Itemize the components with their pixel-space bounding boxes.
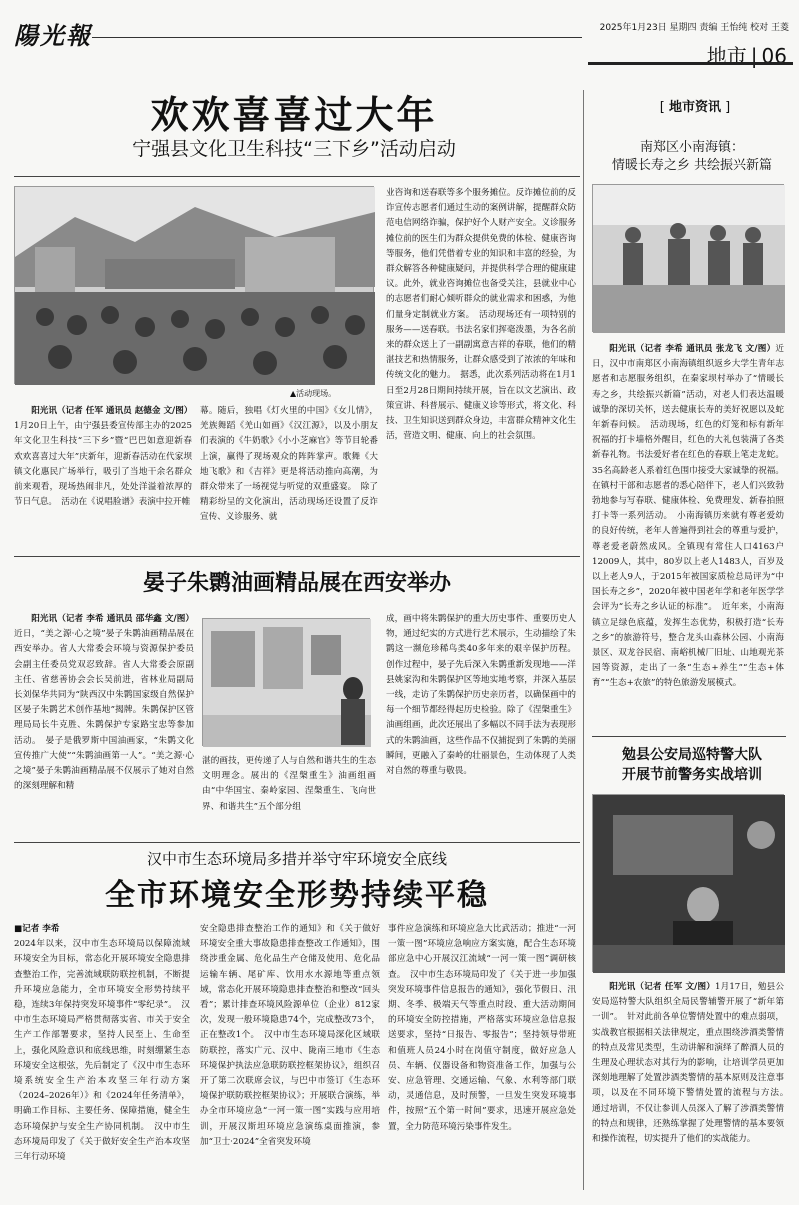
issue-date-line: 2025年1月23日 星期四 责编 王怡纯 校对 王菱 [599, 23, 789, 33]
story2-top-rule [14, 556, 580, 557]
sidebar-a-headline-line2: 情暖长寿之乡 共绘振兴新篇 [611, 158, 773, 173]
story1-column-1 [14, 404, 192, 554]
story1-photo-event-crowd [14, 186, 374, 384]
story3-kicker: 汉中市生态环境局多措并举守牢环境安全底线 [146, 850, 447, 868]
sidebar-tag-label: 地市资讯 [668, 100, 721, 115]
story2-column-1-text: 近日，“美之源·心之境”晏子朱鹮油画精品展在西安举办。省人大常委会环境与资源保护委员会副主任委员党双忍致辞。省人大常委会原副主任、省慈善协会会长吴前进，省林业局副局长刘保华共同为“陕西汉中朱鹮国家级自然保护区晏子朱鹮艺术创作基地”揭牌。朱鹮保护区管理局局长牛克胜、朱鹮保护专家路宝忠等参加活动。 晏子是俄罗斯中国油画家，“朱鹮文化宣传推广大使”“朱鹮油画第一人”。“美之源·心之境”晏子朱鹮油画精品展不仅展示了她对自然的深刻理解和精 [14, 629, 194, 792]
story1-subhead: 宁强县文化卫生科技“三下乡”活动启动 [132, 138, 456, 160]
story1-column-3: 业咨询和送春联等多个服务摊位。反诈摊位前的反诈宣传志愿者们通过生动的案例讲解，提醒群众防范电信网络诈骗，保护好个人财产安全。义诊服务摊位前的医生们为群众提供免费的体检、健康咨询等服务，他们凭借着专业的知识和丰富的经验，为群众解答各种健康疑问，并提供科学合理的健康建议。此外，就业咨询摊位也备受关注，县就业中心的志愿者们耐心倾听群众的就业需求和困惑，为他们量身定制就业方案。 活动现场还有一项特别的服务——送春联。书法名家们挥毫泼墨，为各名前来的群众送上了一副副寓意吉祥的春联，他们的精湛技艺和热情服务，让群众感受到了浓浓的年味和传统文化的魅力。 据悉，此次系列活动将在1月1日至2月28日期间持续开展，旨在以文艺演出、政策宣讲、科普展示、健康义诊等形式，将文化、科技、卫生知识送到群众身边，丰富群众精神文化生活，营造文明、健康、向上的社会氛围。 [386, 188, 576, 442]
sidebar-b-photo-police-training [592, 794, 784, 972]
story1-photo-caption: ▲活动现场。 [290, 389, 337, 398]
story2-column-2: 湛的画技，更传递了人与自然和谐共生的生态文明理念。展出的《涅槃重生》油画组画由“中华国宝、秦岭家园、涅槃重生、飞向世界、和谐共生”五个部分组 [202, 756, 376, 812]
sidebar-divider [583, 90, 584, 1190]
newspaper-logo: 陽光報 [14, 21, 92, 50]
page-number: 06 [761, 44, 787, 68]
sidebar-tag: [ 地市资讯 ] [659, 100, 731, 115]
crowd-photo-illustration [15, 187, 375, 385]
sidebar-b-text: 1月17日，勉县公安局巡特警大队组织全局民警辅警开展了“新年第一训”。 针对此前各单位警情处置中的难点弱项，实战教官根据相关法律规定，重点围绕涉酒类警情的特点及常见类型，生动讲解和演绎了醉酒人员的生理及心理状态对其行为的影响，让培训学员更加深刻地理解了处置涉酒类警情的基本原则及注意事项，以及在不同环境下警情处置的流程与方法。 通过培训，不仅让参训人员深入了解了涉酒类警情的特点和规律，还熟练掌握了处理警情的基本要领和操作流程，切实提升了他们的实战能力。 [592, 982, 793, 1145]
sidebar-a-photo-elders [592, 184, 784, 332]
story2-photo-exhibition [202, 618, 370, 746]
story1-headline: 欢欢喜喜过大年 [150, 93, 438, 137]
story1-column-1-text: 1月20日上午，由宁强县委宣传部主办的2025年文化卫生科技“三下乡”暨“巴巴如意迎新春 欢欢喜喜过大年”庆新年，迎新春活动在代家坝镇文化惠民广场举行，吸引了当地干余名群众前来观看，现场热闹非凡，处处洋溢着浓厚的节日气息。 活动在《说唱脸谱》表演中拉开帷 [14, 421, 192, 508]
section-name: 地市 [706, 44, 747, 68]
story3-column-2: 安全隐患排查整治工作的通知》和《关于做好环境安全重大事故隐患排查整改工作通知》，围绕涉重金属、危化品生产仓储及使用、危化品运输车辆、尾矿库、饮用水水源地等重点领域，常态化开展环境隐患排查整治和整改“回头看”；累计排查环境风险源单位（企业）812家次，发现一般环境隐患74个，完成整改73个，正在整改1个。 汉中市生态环境局深化区域联防联控，落实广元、汉中、陇南三地市《生态环境保护执法应急联防联控框架协议》，组织召开了第二次联席会议，与巴中市签订《生态环境保护联防联控框架协议》；开展联合演练，举办全市环境应急“一河一策一图”实践与应用培训，开展汉斯坦环境应急演练桌面推演，参加“卫士·2024”全省突发环境 [200, 924, 380, 1147]
sidebar-b-headline-line1: 勉县公安局巡特警大队 [622, 747, 762, 763]
story3-headline: 全市环境安全形势持续平稳 [105, 878, 489, 913]
story1-top-rule [14, 176, 580, 177]
story2-column-1 [14, 612, 194, 838]
sidebar-b-top-rule [592, 736, 786, 737]
story1-column-2: 幕。随后，独唱《灯火里的中国》《女儿情》，羌族舞蹈《羌山如画》《汉江源》，以及小朋友们表演的《牛奶歌》《小小芝麻官》等节目轮番上演，赢得了现场观众的阵阵掌声。歌舞《大地飞歌》和《吉祥》更是将活动推向高潮，为群众带来了一场视觉与听觉的双重盛宴。 除了精彩纷呈的文化演出，活动现场还设置了反诈宣传、义诊服务、就 [200, 406, 378, 523]
story1-byline: 阳光讯（记者 任军 通讯员 赵德金 文/图） [31, 406, 193, 416]
story3-top-rule [14, 842, 580, 843]
sidebar-b-byline: 阳光讯（记者 任军 文/图） [609, 982, 715, 992]
story3-byline: ■记者 李希 [14, 924, 60, 934]
story2-column-3: 成，画中将朱鹮保护的重大历史事件、重要历史人物，通过纪实的方式进行艺术展示，生动描绘了朱鹮这一濒危珍稀鸟类40多年来的艰辛保护历程。创作过程中，晏子先后深入朱鹮重新发现地——洋县姚家沟和朱鹮保护区等地实地考察，并深入基层一线，走访了朱鹮保护历史亲历者，以确保画中的每一个细节都经得起历史检验。除了《涅槃重生》油画组画，此次还展出了多幅以不同手法为表现形式的朱鹮油画，这些作品不仅捕捉到了朱鹮的美丽瞬间，更融入了秦岭的壮丽景色，生动体现了人类对自然的尊重与敬畏。 [386, 614, 576, 777]
elders-photo-illustration [593, 185, 785, 333]
sidebar-a-headline-line1: 南郑区小南海镇： [639, 140, 744, 155]
story2-byline: 阳光讯（记者 李希 通讯员 邵华鑫 文/图） [31, 614, 194, 624]
section-label: 地市 | 06 [706, 44, 787, 68]
section-rule [588, 62, 793, 65]
exhibition-photo-illustration [203, 619, 371, 747]
story3-column-1-text: 2024年以来，汉中市生态环境局以保障流域环境安全为目标，常态化开展环境安全隐患排查整治工作，完善流域联防联控机制，不断提升环境应急能力，全市环境安全形势持续平稳，连续3年保持突发环境事件“零纪录”。 汉中市生态环境局严格贯彻落实省、市关于安全生产工作部署要求，坚持人民至上、生命至上，强化风险意识和底线思维，时刻绷紧生态环境安全这根弦，先后制定了《汉中市生态环境系统安全生产治本攻坚三年行动方案（2024–2026年）》和《2024年任务清单》，明确工作目标、主要任务、保障措施，健全生态环境保护与安全生产协同机制。 汉中市生态环境局印发了《关于做好安全生产治本攻坚三年行动环境 [14, 939, 190, 1163]
sidebar-b-headline-line2: 开展节前警务实战培训 [622, 767, 762, 783]
story3-column-3: 事件应急演练和环境应急大比武活动；推进“一河一策一图”环境应急响应方案实施，配合生态环境部应急中心开展汉江流域“一河一策一图”调研核查。 汉中市生态环境局印发了《关于进一步加强突发环境事件信息报告的通知》，强化节假日、汛期、冬季、极端天气等重点时段、重大活动期间的环境安全防控措施，严格落实环境应急信息报送要求，坚持“日报告、零报告”；坚持领导带班和值班人员24小时在岗值守制度，做好应急人员、车辆、仪器设备和物资准备工作，加强与公安、应急管理、交通运输、气象、水利等部门联动，灵通信息，及时预警，一旦发生突发环境事件，按照“五个第一时间”要求，迅速开展应急处置，全力防范环境污染事件发生。 [388, 924, 576, 1132]
sidebar-a-body [592, 342, 784, 732]
sidebar-b-body [592, 980, 793, 1194]
police-training-photo-illustration [593, 795, 785, 973]
story3-column-1 [14, 922, 190, 1194]
sidebar-a-text: 近日，汉中市南郑区小南海镇组织返乡大学生青年志愿者和志愿服务组织，在秦家坝村举办了“情暖长寿之乡，共绘振兴新篇”活动，对老人们表达温暖诚挚的深切关怀，送去健康长寿的美好祝愿以及蛇年新春问候。 活动现场，红色的灯笼和标有新年祝福的打卡墙格外醒目，红色的大礼包装满了各类新春礼物。书法爱好者在红色的春联上笔走龙蛇。35名高龄老人系着红色围巾接受大家诚挚的祝福。在镇村干部和志愿者的悉心陪伴下，老人们兴致勃勃地参与写春联、健康体检、免费理发、新春拍照打卡等一系列活动。 小南海镇历来就有尊老爱幼的良好传统，老年人普遍得到社会的尊重与爱护，尊老爱老蔚然成风。全镇现有常住人口4163户12009人，其中，80岁以上老人1483人，百岁及以上老人9人，于2015年被国家质检总局评为“中国长寿之乡”，2020年被中国老年学和老年医学学会评为“长寿之乡认证的标准”。 近年来，小南海镇立足绿色底蕴，发挥生态优势，积极打造“长寿之乡”的旅游符号，整合龙头山森林公园、小南海景区、双龙谷民宿、南峪机械厂旧址、山地观光茶园等资源，走出了一条“生态+养生”“生态+体育”“生态+农旅”的特色旅游发展模式。 [592, 344, 784, 689]
story2-headline: 晏子朱鹮油画精品展在西安举办 [142, 571, 451, 596]
sidebar-a-byline: 阳光讯（记者 李希 通讯员 张龙飞 文/图） [609, 344, 776, 354]
masthead-rule [92, 37, 582, 38]
